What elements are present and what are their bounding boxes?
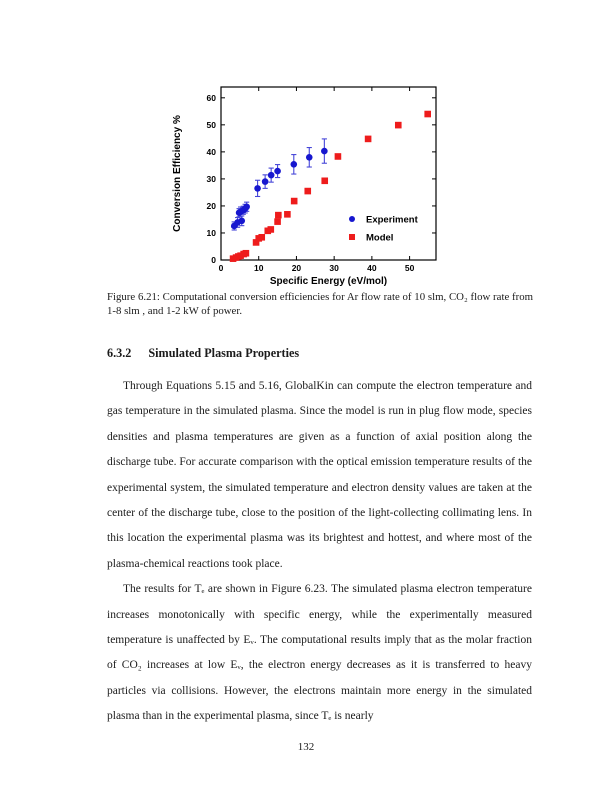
svg-text:20: 20	[206, 200, 216, 211]
svg-text:Experiment: Experiment	[366, 214, 418, 226]
svg-text:40: 40	[367, 263, 377, 273]
figure-6-21	[168, 58, 468, 293]
svg-text:Specific Energy (eV/mol): Specific Energy (eV/mol)	[269, 276, 388, 287]
svg-text:50: 50	[206, 119, 216, 130]
svg-text:40: 40	[206, 146, 216, 157]
svg-text:10: 10	[253, 263, 264, 273]
page-number: 132	[297, 741, 315, 753]
conversion-efficiency-chart	[168, 58, 468, 293]
figure-caption: Figure 6.21: Computational conversion efficiencies for Ar flow rate of 10 slm, CO₂ flow rate from 1-8 slm , and 1-2 kW of power.	[107, 291, 533, 318]
svg-text:50: 50	[404, 263, 415, 273]
svg-text:Model: Model	[366, 232, 394, 244]
svg-text:0: 0	[218, 263, 224, 273]
paragraph-2: The results for Tₑ are shown in Figure 6.23. The simulated plasma electron temperature increases monotonically with specific energy, while the experimentally measured temperature is unaffected by Eᵥ. The computational results imply that as the molar fraction of CO₂ increases at low Eᵥ, the electron energy decreases as it is transferred to heavy particles via collisions. However, the electrons maintain more energy in the simulated plasma than in the experimental plasma, since Tₑ is nearly	[107, 583, 532, 723]
svg-text:30: 30	[329, 263, 339, 273]
svg-text:10: 10	[206, 227, 216, 238]
svg-text:60: 60	[206, 92, 216, 103]
section-number: 6.3.2	[107, 346, 132, 360]
body-text	[107, 374, 532, 730]
svg-text:Conversion Efficiency %: Conversion Efficiency %	[172, 115, 183, 232]
paragraph-1: Through Equations 5.15 and 5.16, GlobalKin can compute the electron temperature and gas temperature in the simulated plasma. Since the model is run in plug flow mode, species densities and plasma temperatures are given as a function of axial position along the discharge tube. For accurate comparison with the optical emission temperature results of the experimental system, the simulated temperature and electron density values are taken at the center of the discharge tube, close to the position of the light-collecting collimating lens. In this location the experimental plasma was its brightest and hottest, and where most of the plasma-chemical reactions took place.	[107, 380, 532, 570]
svg-text:20: 20	[291, 263, 302, 273]
svg-text:30: 30	[206, 173, 216, 184]
section-title: Simulated Plasma Properties	[148, 346, 300, 360]
section-heading	[107, 346, 533, 361]
svg-text:0: 0	[211, 255, 216, 265]
